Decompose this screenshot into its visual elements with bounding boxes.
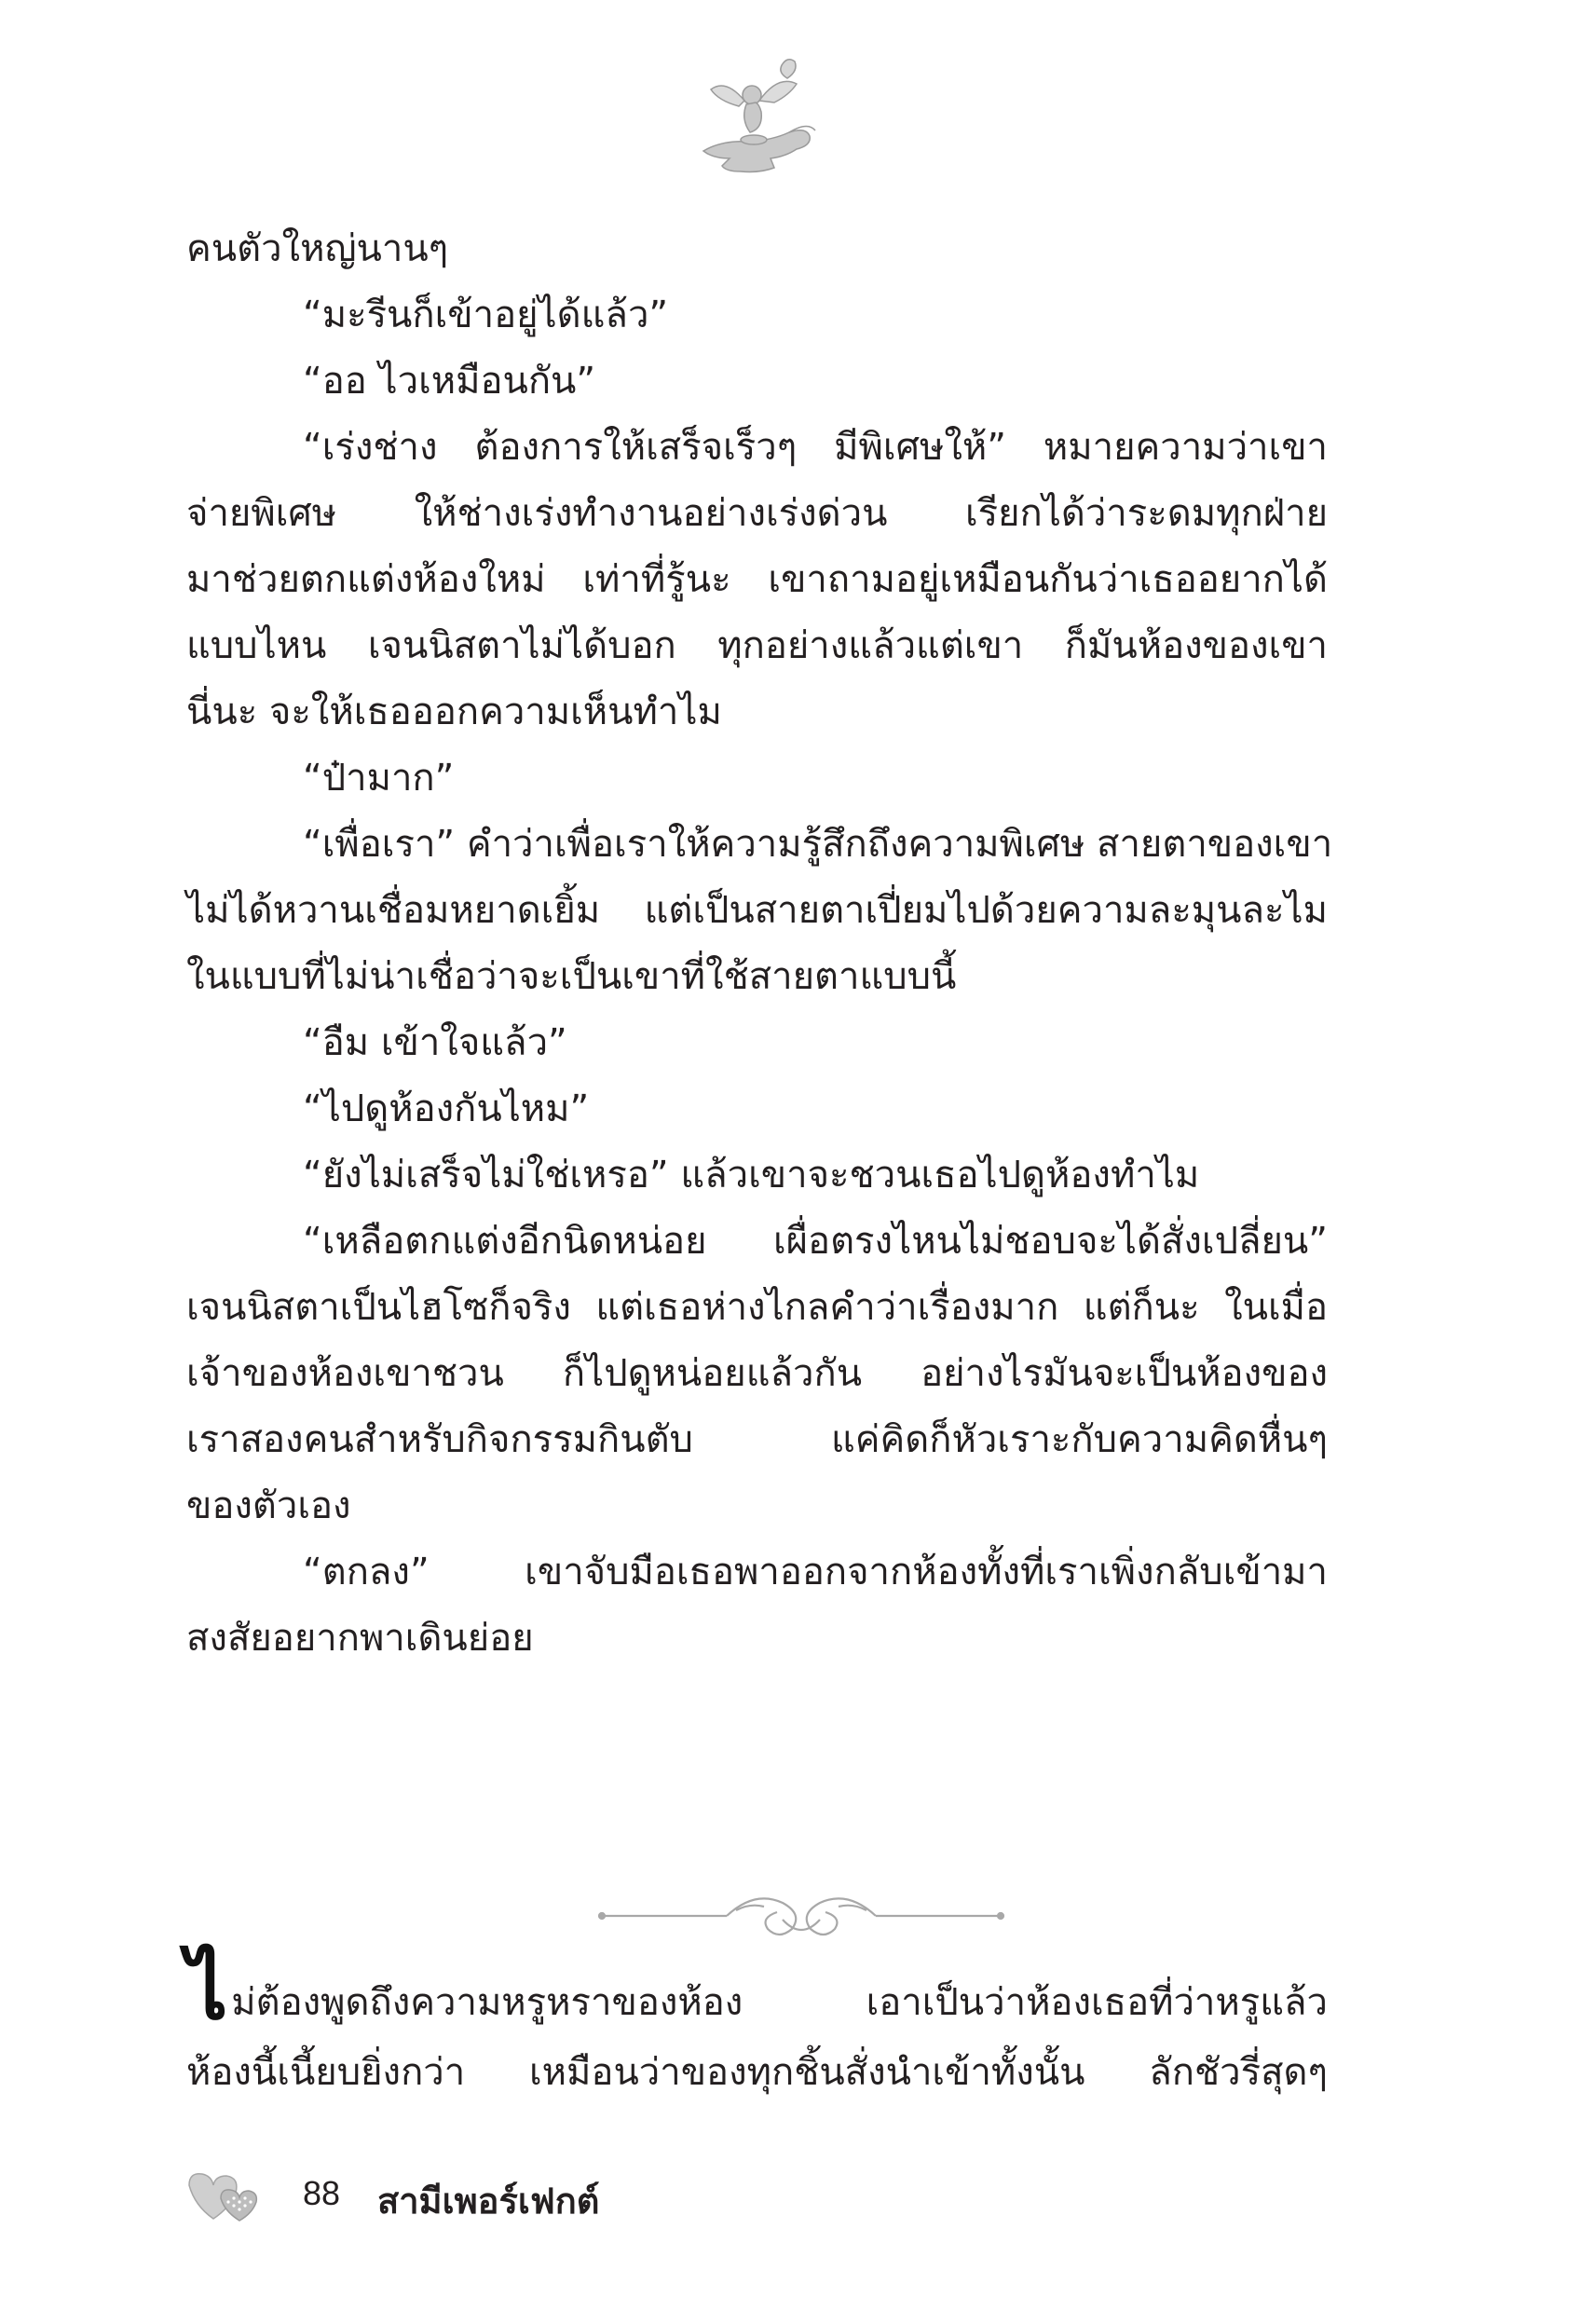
dialogue-line: “ออ ไวเหมือนกัน” (303, 360, 596, 403)
paragraph-line: “เหลือตกแต่งอีกนิดหน่อย เผื่อตรงไหนไม่ชอบจะได้สั่งเปลี่ยน” (303, 1220, 1328, 1263)
paragraph-line: สงสัยอยากพาเดินย่อย (186, 1617, 534, 1660)
page-number: 88 (303, 2174, 341, 2212)
dialogue-line: “ป๋ามาก” (303, 757, 455, 800)
hearts-icon (182, 2167, 266, 2224)
paragraph-line: ไม่ได้หวานเชื่อมหยาดเยิ้ม แต่เป็นสายตาเปี่ยมไปด้วยความละมุนละไม (186, 889, 1328, 932)
body-text (186, 216, 1333, 1672)
section-divider-ornament-icon (596, 1882, 1006, 1948)
dialogue-line: “ไปดูห้องกันไหม” (303, 1087, 590, 1130)
paragraph-line: แบบไหน เจนนิสตาไม่ได้บอก ทุกอย่างแล้วแต่เขา ก็มันห้องของเขา (186, 624, 1328, 667)
paragraph-line: “เร่งช่าง ต้องการให้เสร็จเร็วๆ มีพิเศษให้” หมายความว่าเขา (303, 426, 1328, 469)
dialogue-line: “มะรีนก็เข้าอยู่ได้แล้ว” (303, 294, 669, 336)
paragraph-line: ของตัวเอง (186, 1484, 351, 1527)
paragraph-line: ห้องนี้เนี้ยบยิ่งกว่า เหมือนว่าของทุกชิ้นสั่งนำเข้าทั้งนั้น ลักชัวรี่สุดๆ (186, 2051, 1328, 2094)
book-title: สามีเพอร์เฟกต์ (377, 2181, 600, 2222)
drop-cap-line-rest: ม่ต้องพูดถึงความหรูหราของห้อง เอาเป็นว่าห้องเธอที่ว่าหรูแล้ว (231, 1981, 1328, 2024)
dialogue-line: “อืม เข้าใจแล้ว” (303, 1021, 567, 1064)
paragraph-line: เจนนิสตาเป็นไฮโซก็จริง แต่เธอห่างไกลคำว่าเรื่องมาก แต่ก็นะ ในเมื่อ (186, 1286, 1328, 1329)
page-footer (182, 2167, 741, 2232)
paragraph-line: “เพื่อเรา” คำว่าเพื่อเราให้ความรู้สึกถึงความพิเศษ สายตาของเขา (303, 823, 1333, 866)
paragraph-line: เราสองคนสำหรับกิจกรรมกินตับ แค่คิดก็หัวเราะกับความคิดหื่นๆ (186, 1418, 1328, 1461)
paragraph-line: ในแบบที่ไม่น่าเชื่อว่าจะเป็นเขาที่ใช้สายตาแบบนี้ (186, 955, 957, 998)
dialogue-line: “ยังไม่เสร็จไม่ใช่เหรอ” แล้วเขาจะชวนเธอไปดูห้องทำไม (303, 1154, 1200, 1197)
drop-cap: ไ (186, 1941, 228, 2038)
paragraph-line: จ่ายพิเศษ ให้ช่างเร่งทำงานอย่างเร่งด่วน เรียกได้ว่าระดมทุกฝ่าย (186, 492, 1328, 535)
paragraph-line: เจ้าของห้องเขาชวน ก็ไปดูหน่อยแล้วกัน อย่างไรมันจะเป็นห้องของ (186, 1352, 1328, 1395)
section2-text (186, 1941, 1328, 2108)
paragraph-line (186, 1941, 1328, 2038)
paragraph-line: นี่นะ จะให้เธอออกความเห็นทำไม (186, 691, 722, 733)
paragraph-line: มาช่วยตกแต่งห้องใหม่ เท่าที่รู้นะ เขาถามอยู่เหมือนกันว่าเธออยากได้ (186, 558, 1328, 601)
paragraph-line: คนตัวใหญ่นานๆ (186, 227, 449, 270)
paragraph-line: “ตกลง” เขาจับมือเธอพาออกจากห้องทั้งที่เราเพิ่งกลับเข้ามา (303, 1551, 1328, 1593)
cupid-lamp-ornament-icon (685, 47, 825, 186)
